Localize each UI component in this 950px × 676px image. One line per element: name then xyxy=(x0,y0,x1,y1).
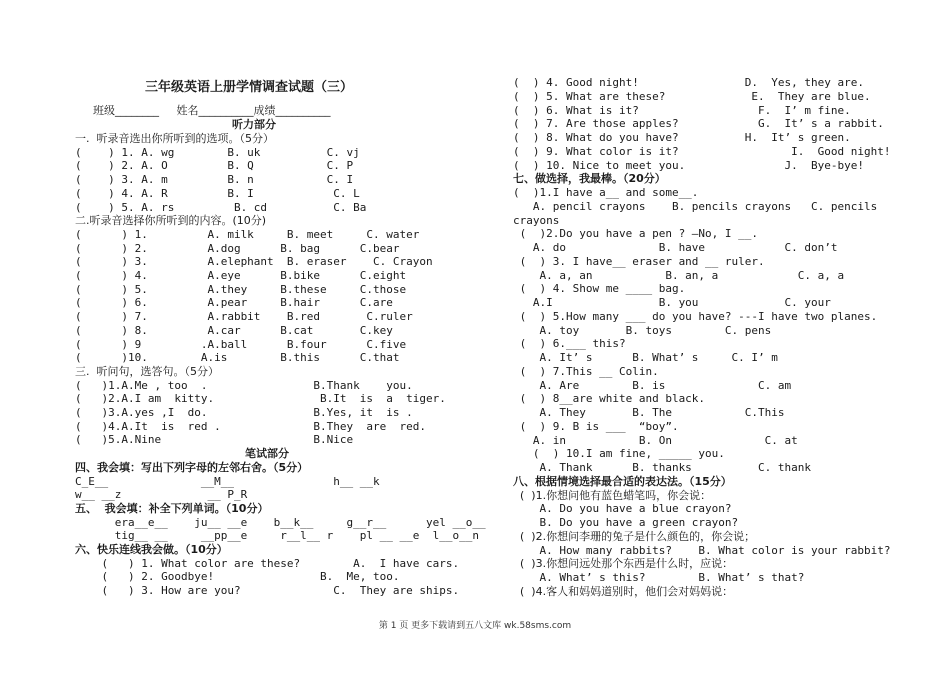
left-line: 三. 听问句，选答句。（5分） xyxy=(75,364,219,378)
right-line: A. Are B. is C. am xyxy=(513,378,792,392)
right-line: ( ) 5.How many ___ do you have? ---I have two planes. xyxy=(513,309,878,323)
page-title: 三年级英语上册学情调查试题（三） xyxy=(145,80,354,95)
left-line: ( ) 2. A. O B. Q C. P xyxy=(75,159,354,173)
right-line: 八、根据情境选择最合适的表达法。（15分） xyxy=(513,474,732,488)
left-line: ( ) 8. A.car B.cat C.key xyxy=(75,323,393,337)
left-line: ( ) 1. A. wg B. uk C. vj xyxy=(75,145,360,159)
left-line: 四、我会填：写出下列字母的左邻右舍。（5分） xyxy=(75,460,309,474)
left-line: ( )5.A.Nine B.Nice xyxy=(75,433,354,447)
right-line: A. How many rabbits? B. What color is your rabbit? xyxy=(513,543,891,557)
right-line: A. They B. The C.This xyxy=(513,406,785,419)
left-line: ( ) 6. A.pear B.hair C.are xyxy=(75,296,393,310)
left-line: w__ __z __ P_R xyxy=(75,488,248,502)
left-line: ( ) 4. A. R B. I C. L xyxy=(75,186,360,200)
page-footer: 第 1 页 更多下载请到五八文库 wk.58sms.com xyxy=(378,621,572,631)
left-line: 二.听录音选择你所听到的内容。(10分) xyxy=(75,214,267,228)
right-line: ( ) 10. Nice to meet you. J. Bye-bye! xyxy=(513,158,864,172)
right-line: A. do B. have C. don’t xyxy=(513,241,838,254)
left-line: C_E__ __M__ h__ __k xyxy=(75,474,380,488)
right-line: ( )1.你想问他有蓝色蜡笔吗，你会说： xyxy=(513,488,712,502)
left-line: ( )1.A.Me , too . B.Thank you. xyxy=(75,378,413,392)
left-line: ( ) 7. A.rabbit B.red C.ruler xyxy=(75,310,413,324)
right-line: A. Do you have a blue crayon? xyxy=(513,502,732,516)
left-line: ( )4.A.It is red . B.They are red. xyxy=(75,419,426,433)
left-line: ( ) 9 .A.ball B.four C.five xyxy=(75,337,407,351)
right-line: A. a, an B. an, a C. a, a xyxy=(513,268,845,282)
left-line: ( )2.A.I am kitty. B.It is a tiger. xyxy=(75,392,446,406)
left-line: 六、快乐连线我会做。（10分） xyxy=(75,543,228,556)
left-line: ( ) 3. A.elephant B. eraser C. Crayon xyxy=(75,255,433,269)
listening-section-header: 听力部分 xyxy=(232,118,276,131)
right-line: ( ) 9. B is ___ “boy”. xyxy=(513,419,679,433)
right-line: ( ) 6.___ this? xyxy=(513,337,626,351)
left-line: ( ) 3. A. m B. n C. I xyxy=(75,173,354,187)
right-line: ( )2.你想问李珊的兔子是什么颜色的，你会说； xyxy=(513,529,756,543)
right-line: A. toy B. toys C. pens xyxy=(513,323,772,337)
right-line: ( ) 4. Good night! D. Yes, they are. xyxy=(513,76,864,89)
right-line: ( )3.你想问远处那个东西是什么时，应说： xyxy=(513,557,734,571)
right-line: ( ) 8. What do you have? H. It’ s green. xyxy=(513,131,851,144)
right-line: A.I B. you C. your xyxy=(513,296,831,309)
right-line: ( ) 6. What is it? F. I’ m fine. xyxy=(513,103,851,117)
right-line: crayons xyxy=(513,213,560,227)
left-line: ( ) 1. A. milk B. meet C. water xyxy=(75,227,420,241)
right-line: ( ) 8__are white and black. xyxy=(513,392,706,406)
left-line: ( ) 1. What color are these? A. I have cars. xyxy=(75,556,460,570)
right-line: A. in B. On C. at xyxy=(513,433,798,447)
right-line: A. It’ s B. What’ s C. I’ m xyxy=(513,351,778,364)
left-line: 笔试部分 xyxy=(245,447,289,461)
right-line: ( ) 4. Show me ____ bag. xyxy=(513,282,686,296)
right-line: B. Do you have a green crayon? xyxy=(513,516,739,529)
left-line: ( ) 2. Goodbye! B. Me, too. xyxy=(75,570,400,584)
left-line: ( ) 4. A.eye B.bike C.eight xyxy=(75,269,407,282)
left-line: ( ) 5. A. rs B. cd C. Ba xyxy=(75,200,367,214)
left-line: ( ) 3. How are you? C. They are ships. xyxy=(75,584,460,598)
left-line: ( )3.A.yes ,I do. B.Yes, it is . xyxy=(75,406,413,419)
right-line: ( )2.Do you have a pen ? —No, I __. xyxy=(513,227,759,241)
right-line: ( )1.I have a__ and some__. xyxy=(513,186,699,199)
left-line: 一. 听录音选出你所听到的选项。（5分） xyxy=(75,132,274,145)
right-line: A. pencil crayons B. pencils crayons C. pencils xyxy=(513,199,878,213)
left-line: ( )10. A.is B.this C.that xyxy=(75,351,400,365)
right-line: ( ) 7. Are those apples? G. It’ s a rabbit. xyxy=(513,117,884,131)
right-line: ( ) 10.I am fine, _____ you. xyxy=(513,447,725,461)
right-line: ( ) 7.This __ Colin. xyxy=(513,364,659,378)
left-line: 五、 我会填：补全下列单词。（10分） xyxy=(75,501,269,515)
right-line: ( ) 3. I have__ eraser and __ ruler. xyxy=(513,254,765,268)
right-line: ( ) 9. What color is it? I. Good night! xyxy=(513,144,891,158)
student-info-line: 班级________ 姓名__________成绩__________ xyxy=(93,104,331,117)
left-line: era__e__ ju__ __e b__k__ g__r__ yel __o__ xyxy=(75,515,486,529)
right-line: A. What’ s this? B. What’ s that? xyxy=(513,571,805,584)
left-line: ( ) 5. A.they B.these C.those xyxy=(75,282,407,296)
right-line: 七、做选择，我最棒。（20分） xyxy=(513,172,666,186)
left-line: tig__ __ __pp__e r__l__ r pl __ __e l__o__n xyxy=(75,529,479,543)
right-line: ( ) 5. What are these? E. They are blue. xyxy=(513,89,871,103)
left-line: ( ) 2. A.dog B. bag C.bear xyxy=(75,241,400,255)
right-line: A. Thank B. thanks C. thank xyxy=(513,461,812,474)
right-line: ( )4.客人和妈妈道别时，他们会对妈妈说： xyxy=(513,584,734,598)
